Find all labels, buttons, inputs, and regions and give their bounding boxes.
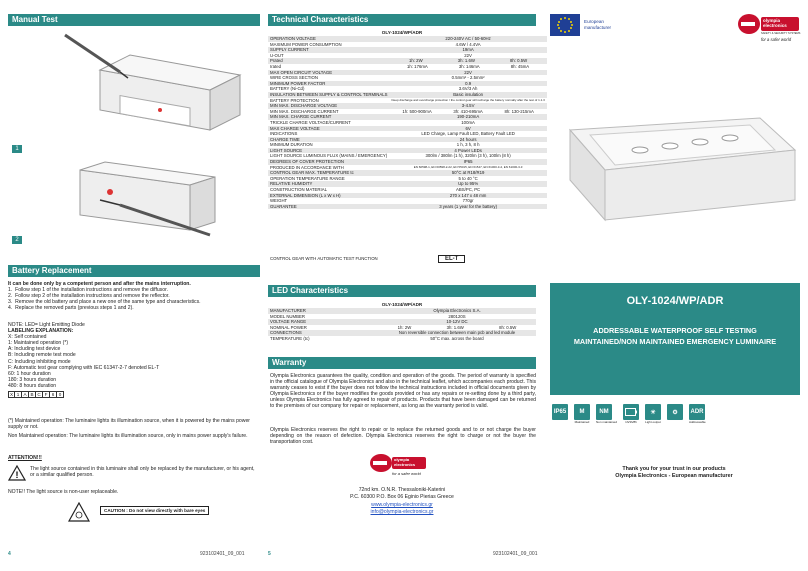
- label-line: 480: 8 hours duration: [8, 382, 57, 389]
- code-box: 0: [57, 391, 64, 398]
- led-value: 10-12V DC: [378, 319, 536, 325]
- tech-value: 3.6V/3 Ah: [458, 86, 478, 92]
- middle-page: [268, 0, 545, 571]
- tech-value: 6V: [389, 126, 546, 132]
- web-link-row: [268, 502, 536, 508]
- tech-label: LIGHT SOURCE LUMINOUS FLUX (MAINS / EMERGENCY): [270, 153, 388, 159]
- battery-step-3: 3. Remove the old battery and place a new one of the same type and characteristics.: [8, 299, 201, 306]
- battery-intro: It can be done only by a competent person and after the mains interruption.: [8, 281, 191, 287]
- led-label: NOMINAL POWER: [270, 324, 307, 330]
- thanks-line-2: Olympia Electronics - European manufacturer: [615, 473, 733, 479]
- tech-label: MIN MAX. CHARGE CURRENT: [268, 114, 389, 120]
- tech-label: MAX CHARGE VOLTAGE: [268, 126, 389, 132]
- manual-test-header: Manual Test: [8, 14, 260, 26]
- warning-icon: [8, 465, 26, 486]
- figure-number-2: 2: [12, 236, 22, 244]
- tech-value: LED Charge, Lamp Fault LED, Battery Fault LED: [421, 131, 515, 137]
- manual-test-figure-2: [60, 160, 260, 240]
- labeling-title: LABELING EXPLANATION:: [8, 328, 74, 335]
- feature-icons: [552, 404, 706, 424]
- label-line: 180: 3 hours duration: [8, 376, 57, 383]
- note-led: NOTE: LED= Light Emitting Diode: [8, 322, 85, 328]
- tech-table: [268, 36, 545, 209]
- led-label: MODEL NUMBER: [270, 313, 305, 319]
- elt-badge: EL-T: [438, 255, 465, 263]
- attention-text: The light source contained in this luminaire shall only be replaced by the manufacturer, or his agent, or a similar qualified person.: [30, 466, 255, 479]
- light-output-icon: ☀ Light output: [645, 404, 661, 424]
- note-nonuser: NOTE!! The light source is non-user replaceable.: [8, 489, 119, 495]
- tech-value: 22V: [389, 70, 546, 76]
- led-row: [268, 336, 536, 342]
- eu-text-1: European: [584, 19, 604, 24]
- label-code-boxes: [8, 391, 260, 398]
- tech-value: 270 x 147 x 48 mm: [389, 193, 546, 199]
- cover-page: [540, 0, 808, 571]
- warranty-header: Warranty: [268, 357, 536, 369]
- thanks-block: [540, 466, 808, 480]
- code-box: 1: [15, 391, 22, 398]
- battery-replacement-header: Battery Replacement: [8, 265, 260, 277]
- warranty-text-2: Olympia Electronics reserves the right to repair or to replace the returned goods and to or not charge the buyer depending on the reason of defection. Olympia Electronics reserves the right to charge or not the buyer the transportation cost.: [270, 427, 536, 446]
- page-number: 5: [268, 551, 271, 557]
- tech-label: OPERATION TEMPERATURE RANGE: [270, 175, 345, 181]
- tech-value: Deep discharge and overcharge protection / the control gear will recharge the battery normally after the test of 1.1.3: [391, 97, 545, 102]
- led-value: 1h: 2W 3h: 1.6W 8h: 0.5W: [397, 324, 517, 330]
- tech-label: TRICKLE CHARGE VOLTAGE/CURRENT: [270, 119, 351, 125]
- document-code: 923102401_09_001: [200, 551, 245, 557]
- tech-value: 1 h, 3 h, 8 h: [456, 142, 480, 148]
- led-value: Non reversible connection between main pcb and led module: [378, 330, 536, 336]
- led-value: 280120S: [448, 313, 466, 319]
- website-link[interactable]: www.olympia-electronics.gr: [371, 502, 433, 508]
- eu-flag-icon: [550, 14, 580, 36]
- email-link-row: [268, 509, 536, 515]
- tech-value: 770gr: [462, 198, 474, 204]
- battery-step-4: 4. Replace the removed parts (previous steps 1 and 2).: [8, 305, 134, 312]
- olympia-logo: [736, 12, 800, 46]
- tech-label: BATTERY (Ni-Cd): [270, 86, 305, 92]
- tech-value: 1h: 176mA 3h: 146mA 8h: 45mA: [407, 63, 530, 69]
- tech-value: 190-210mA: [389, 114, 546, 120]
- tech-value: 50°C at R18/R19: [389, 170, 546, 176]
- tech-value: 22V: [464, 52, 472, 58]
- tech-label: BATTERY PROTECTION: [270, 97, 319, 103]
- manual-test-figure-1: [60, 30, 250, 142]
- olympia-logo: [368, 452, 428, 483]
- address-line-1: 72nd km. O.N.R. Thessaloniki-Katerini: [358, 487, 446, 493]
- logo-text: olympia electronics: [394, 457, 416, 467]
- code-box: X: [9, 392, 14, 398]
- led-label: TEMPERATURE (tc): [270, 335, 310, 341]
- tech-value: 3-4.5V: [389, 103, 546, 109]
- tech-label: MINIMUM DURATION: [270, 142, 313, 148]
- tech-label: MIN MAX. DISCHARGE VOLTAGE: [268, 103, 389, 109]
- tech-value: 300lm / 380lm (1 h), 320lm (3 h), 100lm (8 h): [425, 153, 511, 159]
- tech-value: Up to 95%: [389, 181, 546, 187]
- tech-value: 220-240V AC / 50-60Hz: [389, 36, 546, 42]
- tech-label: LIGHT SOURCE: [268, 148, 389, 154]
- battery-replacement-section: [8, 281, 260, 311]
- maintained-icon: M Maintained: [574, 404, 590, 424]
- led-label: CONNECTIONS: [268, 330, 378, 336]
- caution-label: CAUTION : Do not view directly with bare eyes: [100, 506, 209, 515]
- tech-characteristics-header: Technical Characteristics: [268, 14, 536, 26]
- label-line: X: Self contained: [8, 334, 47, 341]
- figure-number-1: 1: [12, 145, 22, 153]
- tech-label: DEGREES OF COVER PROTECTION: [268, 159, 389, 165]
- tech-label: OPERATION VOLTAGE: [268, 36, 389, 42]
- ip65-icon: IP65: [552, 404, 568, 424]
- tech-value: 100mA: [461, 119, 475, 125]
- thanks-line-1: Thank you for your trust in our products: [622, 466, 726, 472]
- logo-tagline: for a safer world: [392, 471, 421, 476]
- page-number: 4: [8, 551, 11, 557]
- battery-step-1: 1. Follow step 1 of the installation instructions and remove the diffusor.: [8, 287, 168, 294]
- tech-label: Irated: [270, 63, 281, 69]
- eu-text-2: manufacturer: [584, 25, 612, 30]
- label-line: F: Automatic test gear complying with IEC 61347-2-7 denoted EL-T: [8, 364, 160, 371]
- tech-row: [268, 204, 547, 210]
- code-box: A: [22, 391, 29, 398]
- tech-label: MAX OPEN CIRCUIT VOLTAGE: [268, 70, 389, 76]
- logo-sub: SAFETY & SECURITY SYSTEMS: [761, 32, 801, 35]
- label-line: B: Including remote test mode: [8, 352, 76, 359]
- addressable-icon: ADR Addressable: [689, 404, 706, 424]
- code-box: 6: [50, 391, 57, 398]
- tech-value: 1h: 500-900mA 3h: 410-695mA 8h: 130-215mA: [402, 108, 534, 114]
- battery-step-2: 2. Follow step 2 of the installation instructions and remove the reflector.: [8, 293, 170, 300]
- label-line: A: Including test device: [8, 346, 61, 353]
- code-box: F: [43, 391, 50, 398]
- label-line: 60: 1 hour duration: [8, 370, 51, 377]
- svg-text:!: !: [15, 470, 19, 480]
- non-maintained-note: Non Maintained operation: The luminaire lights its illumination source, only in mains power supply's failure.: [8, 433, 248, 440]
- tech-label: WIRE CROSS SECTION: [270, 75, 318, 81]
- tech-label: CHARGE TIME: [268, 137, 389, 143]
- tech-value: Basic insulation: [389, 92, 546, 98]
- tech-value: IP65: [389, 159, 546, 165]
- tech-model: OLY-1024/WP/ADR: [381, 30, 423, 35]
- tech-label: CONSTRUCTION MATERIAL: [270, 187, 327, 193]
- led-label: MANUFACTURER: [268, 308, 378, 314]
- tech-label: MAXIMUM POWER CONSUMPTION: [270, 41, 342, 47]
- control-gear-label: CONTROL GEAR WITH AUTOMATIC TEST FUNCTION: [270, 256, 378, 262]
- email-link[interactable]: info@olympia-electronics.gr: [370, 509, 434, 515]
- tech-label: MIN MAX. DISCHARGE CURRENT: [270, 108, 339, 114]
- test-icon: ⚙: [667, 404, 683, 424]
- tech-label: EXTERNAL DIMENSION (L x W x H): [268, 193, 389, 199]
- led-model: OLY-1024/WP/ADR: [381, 302, 423, 307]
- product-title-box: [550, 283, 800, 395]
- tech-value: EN 60598-1, EN 60598-2-22, EN 55015, EN 61547, EN 61000-3-2, EN 61000-3-3: [413, 164, 523, 169]
- warranty-text: Olympia Electronics guarantees the quality, condition and operation of the goods. The period of warranty is specified in the official catalogue of Olympia Electronics and also in the technical leaflet, which accompanies each product. This warranty ceases to exist if the buyer does not follow the technical instructions included in official documents given by Olympia Electronics or if the buyer modifies the goods provided or has any repairs or re-setting done by a third party, unless Olympia Electronics has fully agreed to repair of products. Products that have been damaged can be returned to the premises of our company for repair or replacement, as long as the warranty period is valid.: [270, 373, 536, 410]
- tech-label: PRODUCED IN ACCORDANCE WITH: [270, 164, 344, 170]
- tech-label: RELATIVE HUMIDITY: [268, 181, 389, 187]
- led-label: VOLTAGE RANGE: [268, 319, 378, 325]
- control-gear-row: [268, 255, 536, 263]
- tech-label: INSULATION BETWEEN SUPPLY & CONTROL TERMINALS: [270, 91, 388, 97]
- logo-text: olympia electronics: [763, 18, 787, 28]
- product-image: [560, 110, 800, 230]
- operation-notes: [8, 418, 260, 439]
- document-code: 923102401_09_001: [493, 551, 538, 557]
- tech-value: 4 Power LEDs: [389, 148, 546, 154]
- led-value: 50°C max. across the board: [430, 335, 484, 341]
- left-page: [0, 0, 268, 571]
- label-line: 1: Maintained operation (*): [8, 340, 69, 347]
- caution-triangle-icon: [68, 502, 90, 527]
- non-maintained-icon: NM Non maintained: [596, 404, 617, 424]
- tech-label: MINIMUM POWER FACTOR: [268, 81, 389, 87]
- tech-label: GUARANTEE: [268, 204, 389, 210]
- tech-value: 0.9: [389, 81, 546, 87]
- code-box: B: [29, 391, 36, 398]
- tech-value: 1h: 2W 3h: 1.6W 8h: 0.5W: [389, 58, 546, 64]
- product-title: OLY-1024/WP/ADR: [626, 295, 724, 307]
- logo-tagline: for a safer world: [761, 37, 792, 42]
- tech-label: U-OUT: [270, 52, 284, 58]
- tech-value: 5 to 40 °C: [458, 175, 478, 181]
- tech-label: INDICATIONS: [270, 131, 298, 137]
- led-characteristics-header: LED Characteristics: [268, 285, 536, 297]
- tech-label: CONTROL GEAR MAX. TEMPERATURE tc: [268, 170, 389, 176]
- tech-label: Prated: [268, 58, 389, 64]
- tech-label: SUPPLY CURRENT: [268, 47, 389, 53]
- maintained-note: (*) Maintained operation: The luminaire lights its illumination source, when it is powered by the mains power supply or not.: [8, 418, 250, 431]
- product-subtitle: ADDRESSABLE WATERPROOF SELF TESTING MAINTAINED/NON MAINTAINED EMERGENCY LUMINAIRE: [573, 326, 777, 346]
- label-line: C: Including inhibiting mode: [8, 358, 71, 365]
- labeling-section: [8, 322, 260, 398]
- code-box: C: [36, 391, 43, 398]
- attention-title: ATTENTION!!!: [8, 455, 42, 461]
- tech-value: 24 hours: [389, 137, 546, 143]
- led-table: [268, 308, 536, 342]
- tech-value: 0.5mm² - 2.5mm²: [451, 75, 485, 81]
- tech-label: WEIGHT: [270, 198, 288, 204]
- tech-value: ABS/PC, PC: [456, 187, 481, 193]
- tech-value: 19mA: [389, 47, 546, 53]
- tech-value: 3 years (1 year for the battery): [389, 204, 546, 210]
- address-line-2: P.C. 60300 P.O. Box 06 Eginio Pierias Greece: [350, 494, 454, 500]
- battery-duration-icon: 1h/3h/8h: [623, 404, 639, 424]
- led-value: Olympia Electronics S.A.: [378, 308, 536, 314]
- tech-value: 4.6W / 4.4VA: [455, 41, 481, 47]
